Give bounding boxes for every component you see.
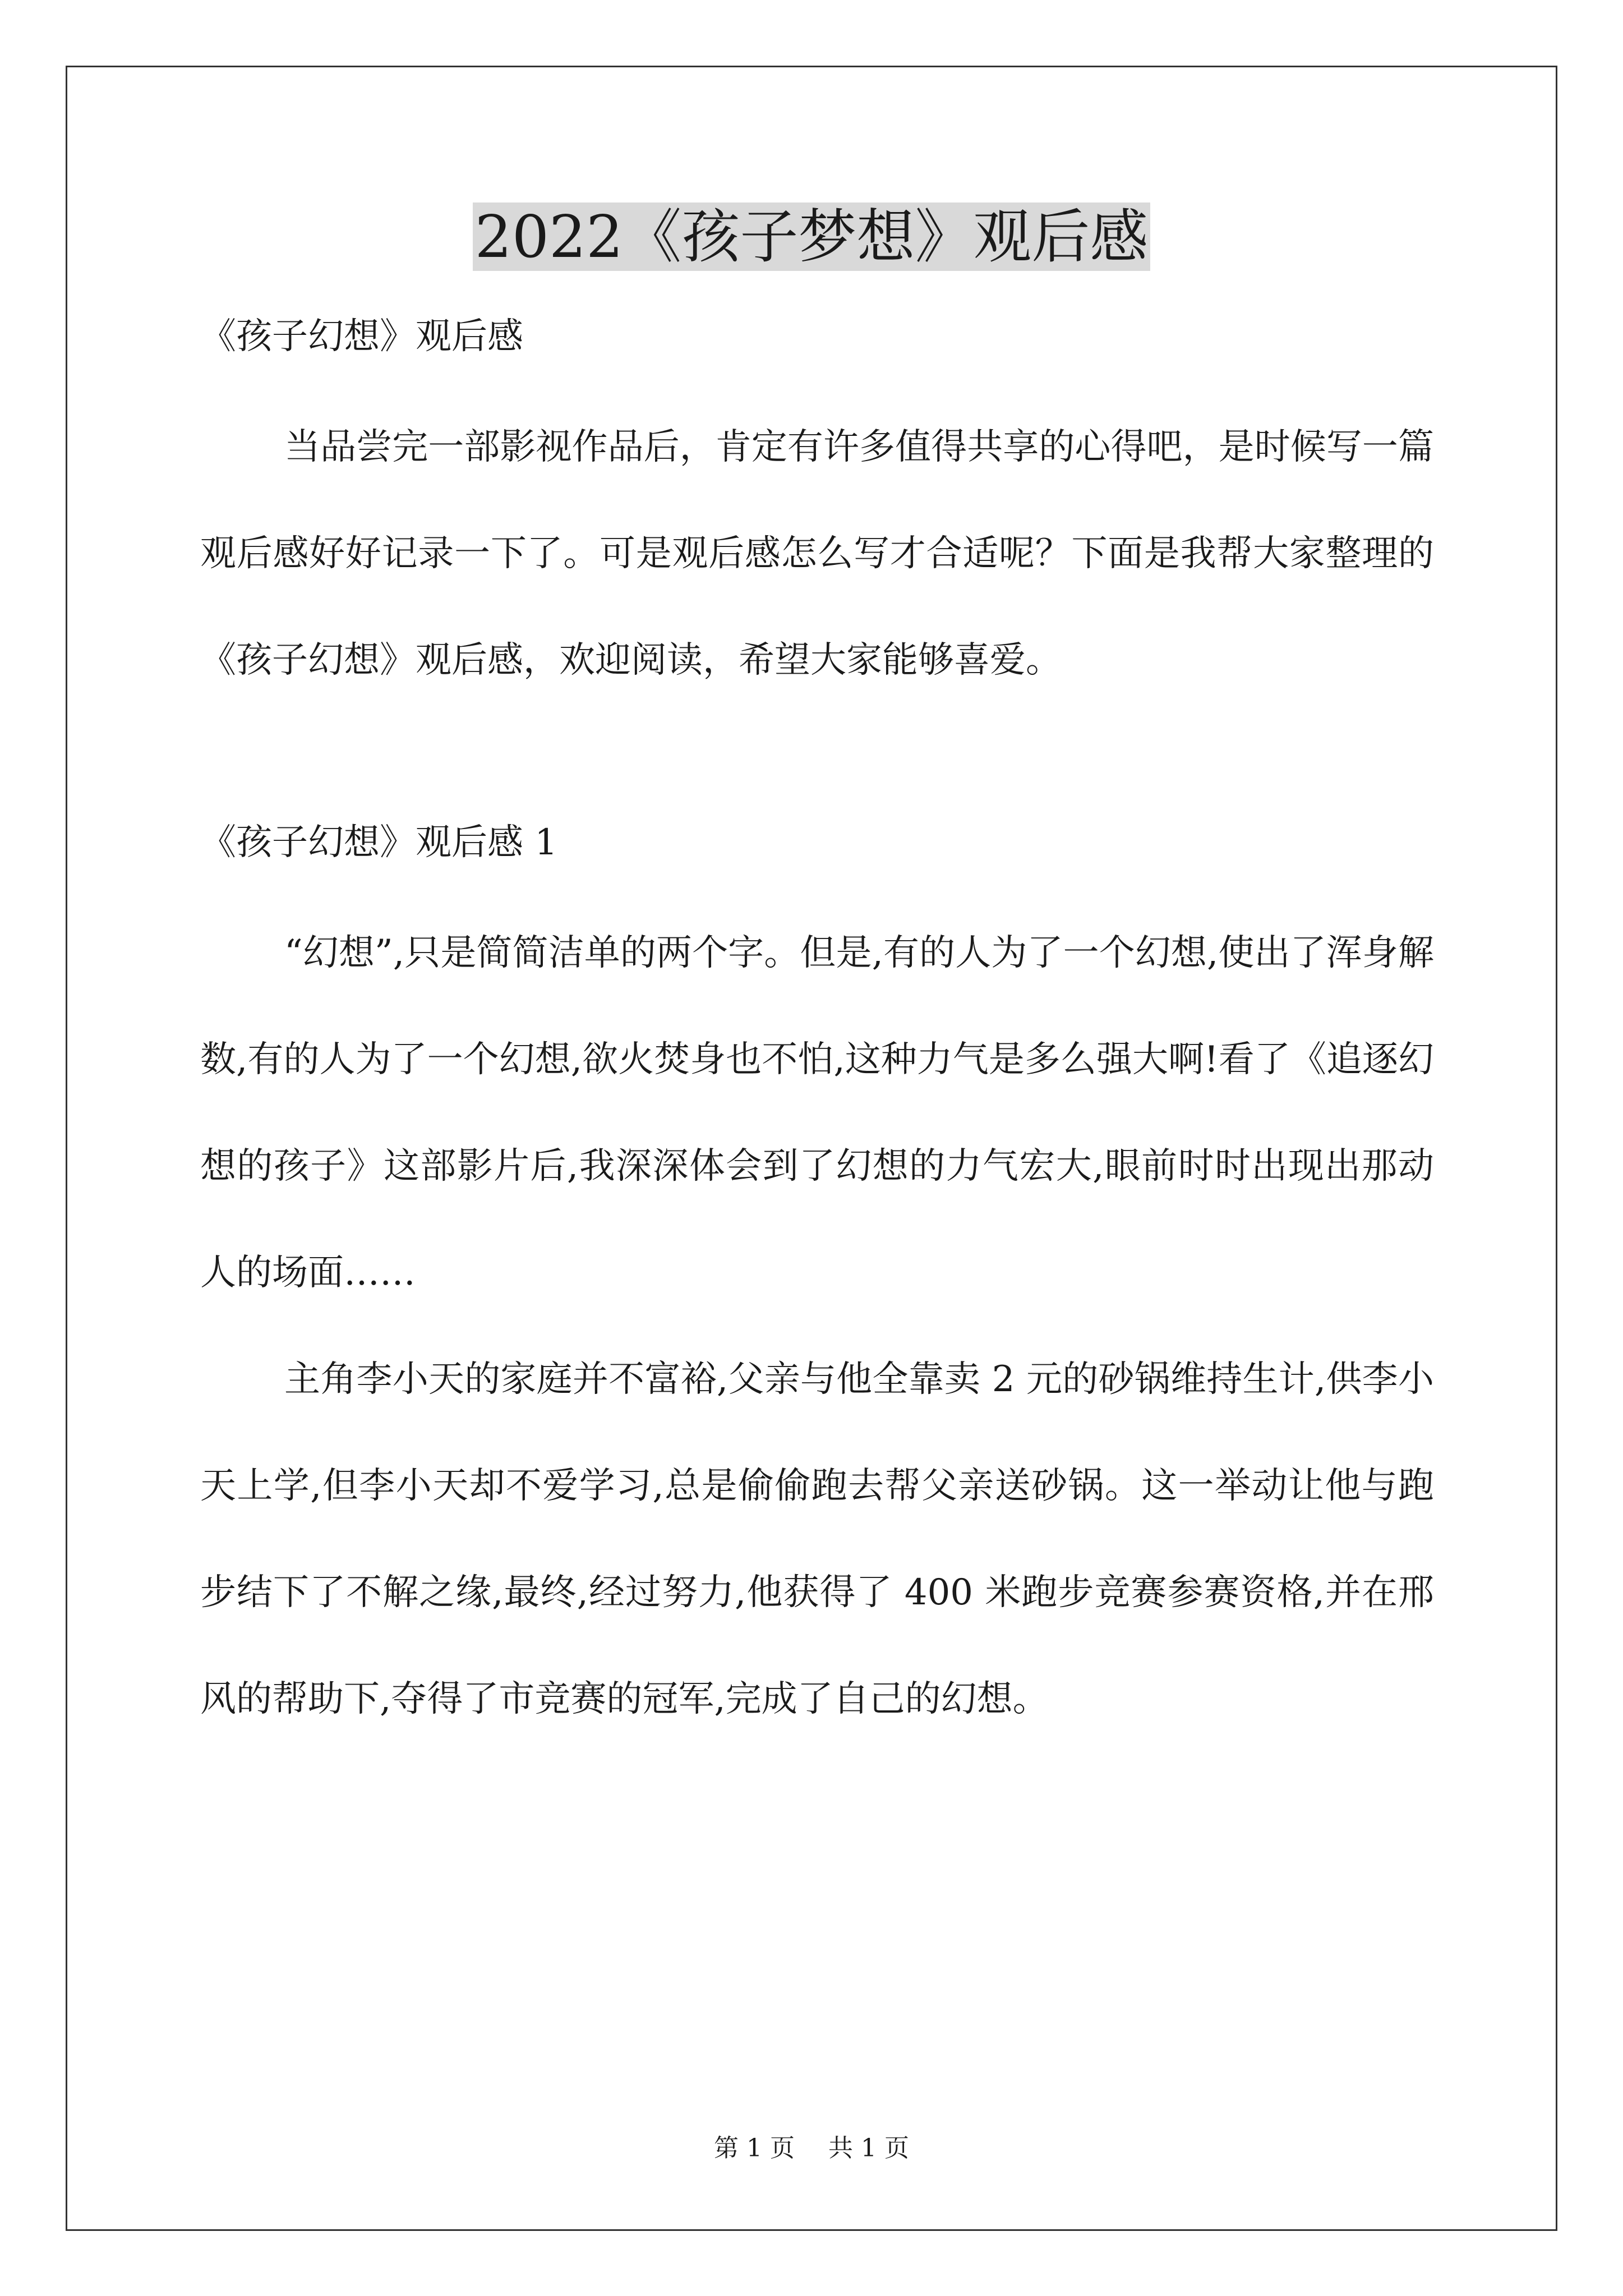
document-title	[0, 197, 1623, 276]
section1-paragraph-1: “幻想”,只是简简洁单的两个字。但是,有的人为了一个幻想,使出了浑身解数,有的人为了一个幻想,欲火焚身也不怕,这种力气是多么强大啊!看了《追逐幻想的孩子》这部影片后,我深深体会到了幻想的力气宏大,眼前时时出现出那动人的场面……	[200, 932, 1434, 1294]
document-body	[200, 314, 1434, 1752]
spacer	[200, 714, 1434, 820]
document-title-text: 2022《孩子梦想》观后感	[473, 203, 1151, 271]
page-number-total: 共 1 页	[828, 2134, 909, 2162]
section1-heading: 《孩子幻想》观后感 1	[200, 822, 558, 863]
intro-heading: 《孩子幻想》观后感	[200, 316, 523, 357]
page-footer	[0, 2132, 1623, 2165]
spacer	[200, 865, 1434, 900]
section1-paragraph-2: 主角李小天的家庭并不富裕,父亲与他全靠卖 2 元的砂锅维持生计,供李小天上学,但李小天却不爱学习,总是偷偷跑去帮父亲送砂锅。这一举动让他与跑步结下了不解之缘,最终,经过努力,他获得了 400 米跑步竞赛参赛资格,并在邢风的帮助下,夺得了市竞赛的冠军,完成了自己的幻想。	[200, 1359, 1434, 1720]
spacer	[200, 359, 1434, 394]
intro-paragraph: 当品尝完一部影视作品后，肯定有许多值得共享的心得吧，是时候写一篇观后感好好记录一下了。可是观后感怎么写才合适呢？下面是我帮大家整理的《孩子幻想》观后感，欢迎阅读，希望大家能够喜爱。	[200, 426, 1434, 681]
page-number-current: 第 1 页	[714, 2134, 795, 2162]
